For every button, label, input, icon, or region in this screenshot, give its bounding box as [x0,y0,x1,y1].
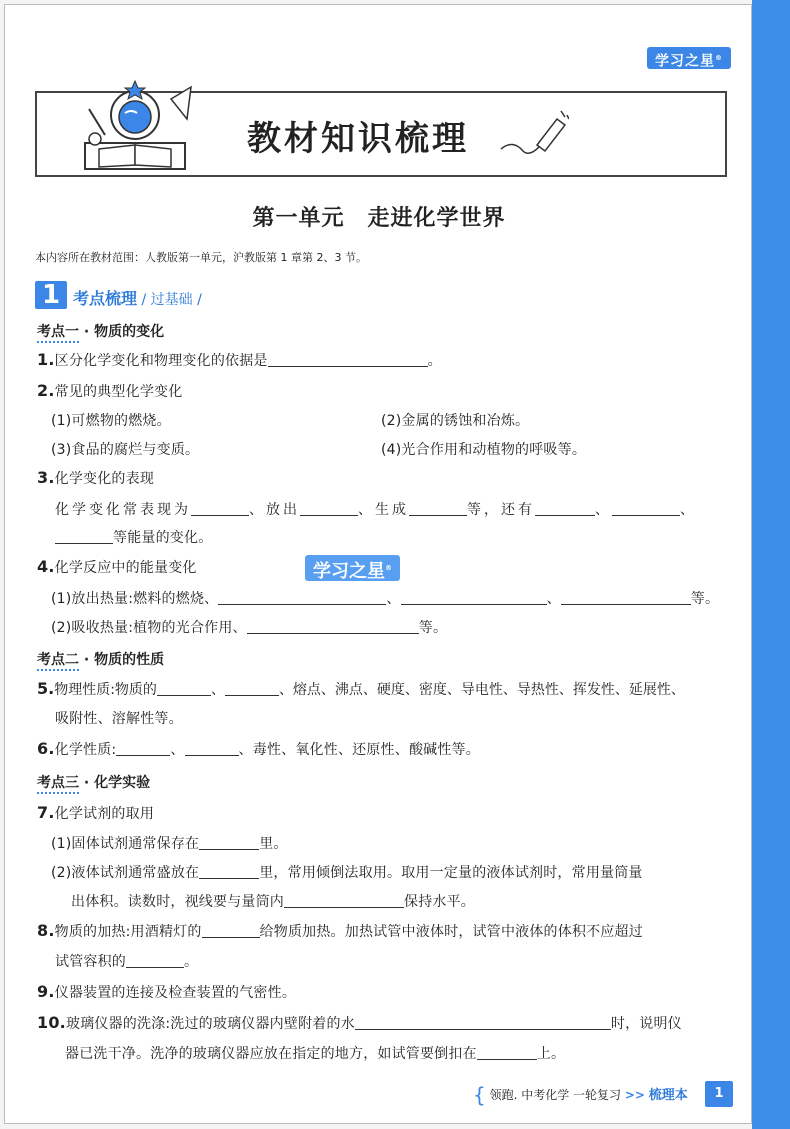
astronaut-mascot-icon [79,79,199,175]
blank[interactable] [409,501,467,516]
blank[interactable] [535,501,595,516]
question-8: 8.物质的加热:用酒精灯的 给物质加热。加热试管中液体时，试管中液体的体积不应超过 [37,921,643,940]
footer-book: 梳理本 [648,1088,688,1103]
footer-arrow: >> [624,1088,645,1102]
watermark: 学习之星® [305,555,400,581]
question-7: 7.化学试剂的取用 [37,803,155,822]
question-4: 4.化学反应中的能量变化 [37,557,197,576]
blank[interactable] [247,619,419,634]
question-6: 6.化学性质: 、 、毒性、氧化性、还原性、酸碱性等。 [37,739,480,758]
blank[interactable] [55,529,113,544]
blank[interactable] [225,681,279,696]
blank[interactable] [202,923,260,938]
q2-item-3: (3)食品的腐烂与变质。 [51,442,200,458]
blank[interactable] [612,501,680,516]
q10-line-2: 器已洗干净。洗净的玻璃仪器应放在指定的地方，如试管要倒扣在 上。 [65,1046,566,1062]
side-color-bar [752,0,790,1129]
q2-item-4: (4)光合作用和动植物的呼吸等。 [381,442,587,458]
kaodian-1-heading: 考点一 · 物质的变化 [37,321,164,341]
question-1: 1.区分化学变化和物理变化的依据是 。 [37,350,442,369]
blank[interactable] [116,741,170,756]
unit-title: 第一单元 走进化学世界 [252,206,506,231]
section-title: 考点梳理 / 过基础 / [73,289,202,308]
blank[interactable] [199,835,259,850]
section-subtitle: / 过基础 / [137,292,202,308]
blank[interactable] [157,681,211,696]
footer-series: 领跑. 中考化学 一轮复习 [489,1088,622,1102]
blank[interactable] [401,590,547,605]
page-number: 1 [705,1081,733,1107]
blank[interactable] [477,1045,537,1060]
page-footer [473,1083,688,1107]
blank[interactable] [126,953,184,968]
blank[interactable] [561,590,691,605]
kaodian-3-heading: 考点三 · 化学实验 [37,772,150,792]
q3-line-2: 等能量的变化。 [55,527,212,547]
blank[interactable] [268,352,428,367]
scope-note: 本内容所在教材范围：人教版第一单元，沪教版第 1 章第 2、3 节。 [35,251,367,264]
q2-item-2: (2)金属的锈蚀和冶炼。 [381,413,530,429]
brand-logo: 学习之星® [647,47,731,69]
question-5: 5.物理性质:物质的 、 、熔点、沸点、硬度、密度、导电性、导热性、挥发性、延展性、 [37,679,685,698]
blank[interactable] [218,590,386,605]
question-2: 2.常见的典型化学变化 [37,381,183,400]
question-9: 9.仪器装置的连接及检查装置的气密性。 [37,982,297,1001]
blank[interactable] [300,501,358,516]
blank[interactable] [185,741,239,756]
question-3: 3.化学变化的表现 [37,468,155,487]
brace-icon: { [473,1083,486,1107]
blank[interactable] [191,501,249,516]
q8-line-2: 试管容积的 。 [55,954,199,970]
q4-line-2: (2)吸收热量:植物的光合作用、 等。 [51,620,448,636]
kaodian-2-heading: 考点二 · 物质的性质 [37,649,164,669]
page [4,4,752,1124]
section-number: 1 [35,281,67,309]
q7-line-2: (2)液体试剂通常盛放在 里，常用倾倒法取用。取用一定量的液体试剂时，常用量筒量 [51,865,643,881]
fountain-pen-icon [499,109,569,159]
q3-line-1: 化学变化常表现为 、放出 、生成 等，还有 、 、 [55,502,697,518]
q5-line-2: 吸附性、溶解性等。 [55,711,183,727]
q7-line-1: (1)固体试剂通常保存在 里。 [51,836,288,852]
blank[interactable] [199,864,259,879]
q4-line-1: (1)放出热量:燃料的燃烧、 、 、 等。 [51,591,720,607]
q7-line-3: 出体积。读数时，视线要与量筒内 保持水平。 [71,894,475,910]
banner-title: 教材知识梳理 [247,119,469,159]
question-10: 10.玻璃仪器的洗涤:洗过的玻璃仪器内壁附着的水 时，说明仪 [37,1013,682,1032]
q2-item-1: (1)可燃物的燃烧。 [51,413,171,429]
blank[interactable] [284,893,404,908]
blank[interactable] [355,1015,611,1030]
